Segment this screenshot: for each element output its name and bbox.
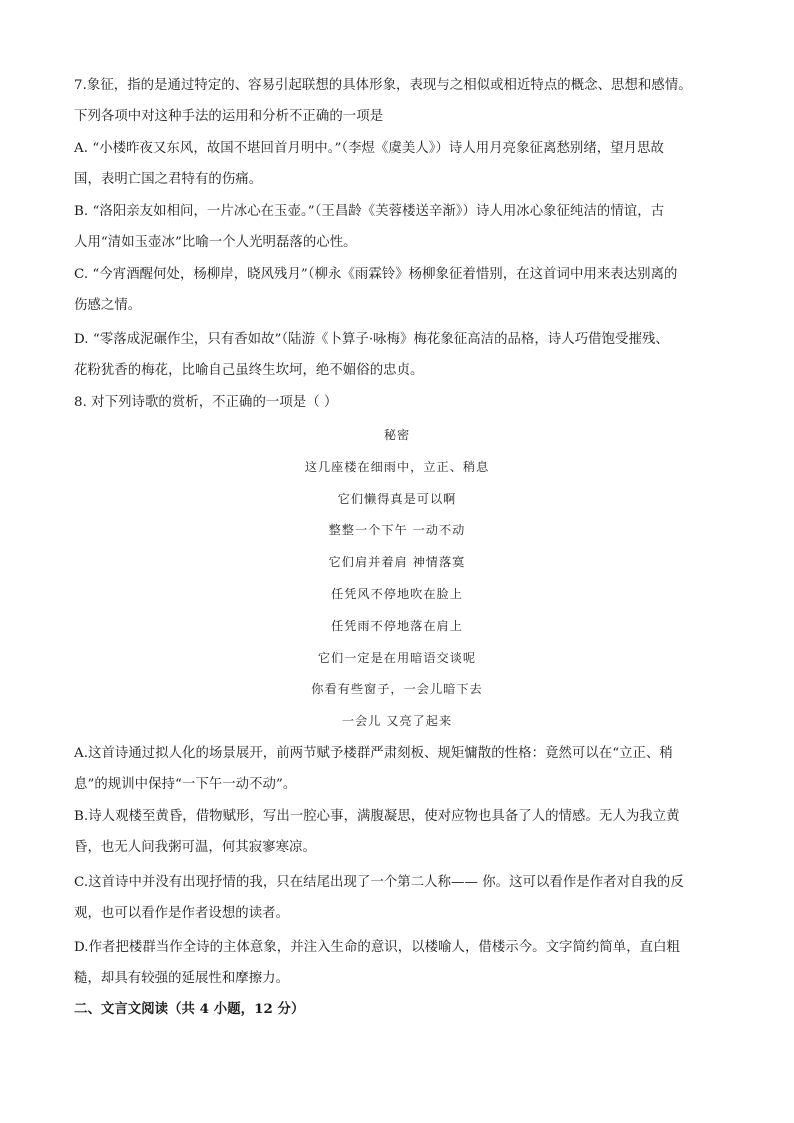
q7-option-c-line1: C. “今宵酒醒何处，杨柳岸，晓风残月”（柳永《雨霖铃》杨柳象征着惜别，在这首词中用来表达别离的 [74,267,678,282]
q7-option-a-line2: 国，表明亡国之君特有的伤痛。 [74,172,263,187]
q8-option-a-line1: A.这首诗通过拟人化的场景展开，前两节赋予楼群严肃刻板、规矩慵散的性格：竟然可以在“立正、稍 [74,746,673,761]
poem-line: 任凭雨不停地落在肩上 [331,619,463,633]
poem-title: 秘密 [383,428,411,442]
q8-option-b-line2: 昏，也无人问我粥可温，何其寂寥寒凉。 [74,840,316,855]
poem-line: 它们懒得真是可以啊 [337,492,457,506]
poem-line: 它们一定是在用暗语交谈呢 [317,651,477,665]
poem-line: 任凭风不停地吹在脸上 [331,587,463,601]
q8-option-a-line2: 息”的规训中保持“一下午一动不动”。 [74,777,297,792]
poem-line: 它们肩并着肩 神情落寞 [328,555,466,569]
q8-option-b-line1: B.诗人观楼至黄昏，借物赋形，写出一腔心事，满腹凝思，使对应物也具备了人的情感。无人为我立黄 [74,809,680,824]
q7-option-c-line2: 伤感之情。 [74,298,142,313]
q7-option-a-line1: A. “小楼昨夜又东风，故国不堪回首月明中。”（李煜《虞美人》）诗人用月亮象征离愁别绪，望月思故 [74,141,664,156]
poem-line: 整整一个下午 一动不动 [328,523,466,537]
q8-option-d-line2: 糙，却具有较强的延展性和摩擦力。 [74,971,290,986]
q8-option-d-line1: D.作者把楼群当作全诗的主体意象，并注入生命的意识，以楼喻人，借楼示今。文字简约简单，直白粗 [74,940,680,955]
q8-option-c-line1: C.这首诗中并没有出现抒情的我，只在结尾出现了一个第二人称—— 你。这可以看作是作者对自我的反 [74,875,684,890]
q7-option-d-line2: 花粉犹香的梅花，比喻自己虽终生坎坷，绝不媚俗的忠贞。 [74,363,424,378]
poem-line: 一会儿 又亮了起来 [341,714,453,728]
q7-option-b-line1: B. “洛阳亲友如相问，一片冰心在玉壶。”（王昌龄《芙蓉楼送辛渐》）诗人用冰心象征纯洁的情谊，古 [74,204,665,219]
q7-option-b-line2: 人用“清如玉壶冰”比喻一个人光明磊落的心性。 [74,235,357,250]
q8-stem: 8. 对下列诗歌的赏析，不正确的一项是（ ） [74,395,338,410]
poem-line: 这几座楼在细雨中，立正、稍息 [304,460,490,474]
section-heading: 二、文言文阅读（共 4 小题，12 分） [74,1001,305,1017]
poem-line: 你看有些窗子，一会儿暗下去 [311,682,483,696]
q7-stem-line2: 下列各项中对这种手法的运用和分析不正确的一项是 [74,109,384,124]
q7-stem-line1: 7.象征，指的是通过特定的、容易引起联想的具体形象，表现与之相似或相近特点的概念、思想和感情。 [74,78,692,93]
q7-option-d-line1: D. “零落成泥碾作尘，只有香如故”（陆游《卜算子·咏梅》梅花象征高洁的品格，诗人巧借饱受摧残、 [74,332,669,347]
q8-option-c-line2: 观，也可以看作是作者设想的读者。 [74,906,290,921]
